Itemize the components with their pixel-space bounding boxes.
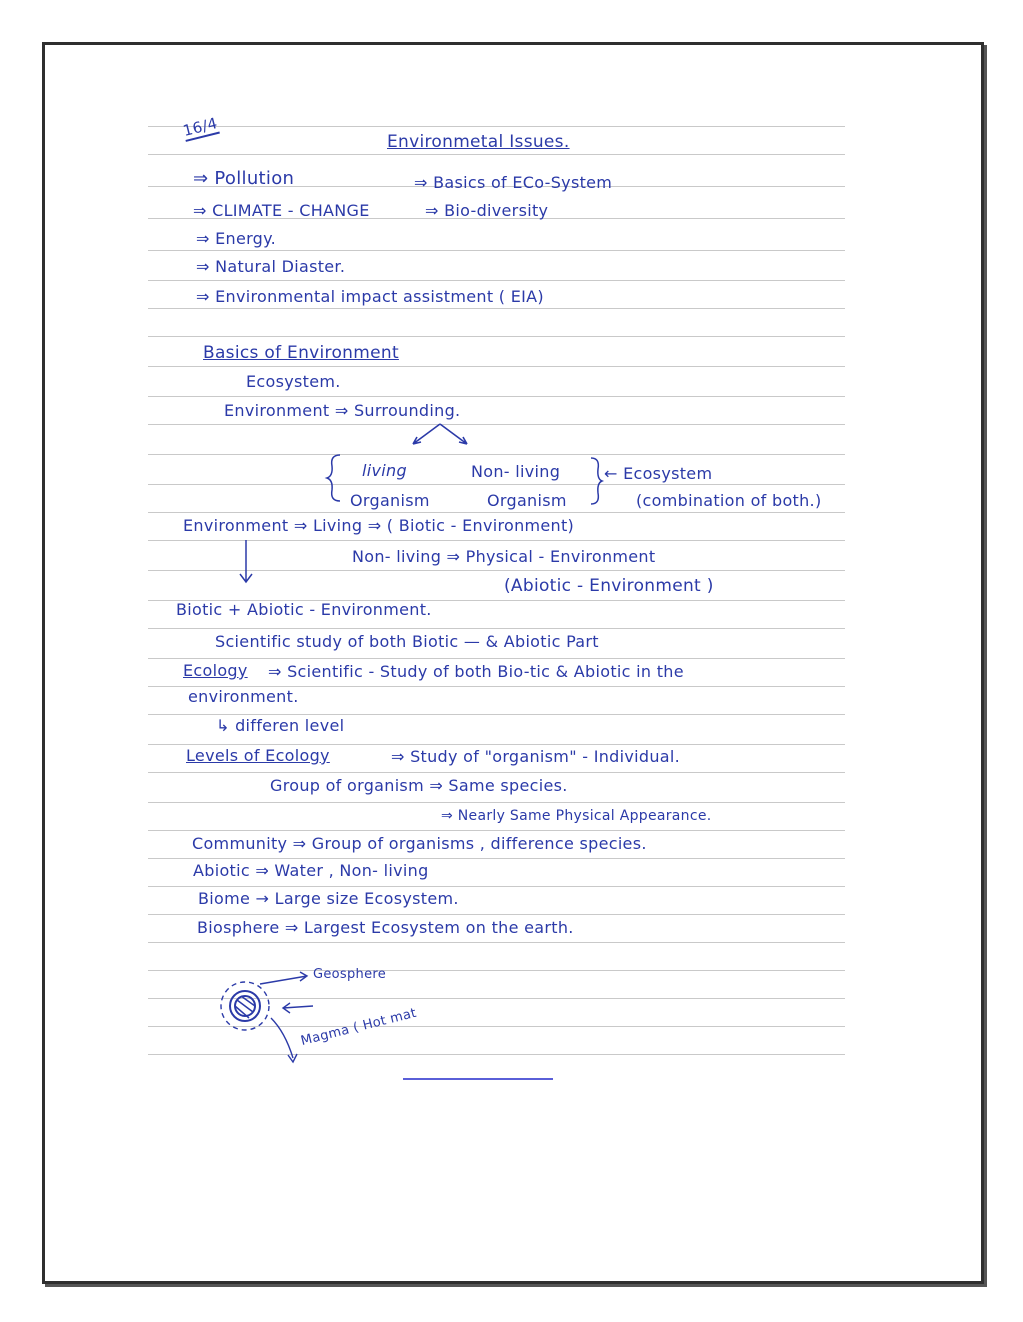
geosphere-label: Geosphere	[313, 967, 387, 982]
organism-living: Organism	[350, 491, 430, 510]
non-living-label: Non- living	[471, 462, 561, 481]
abiotic-environment: (Abiotic - Environment )	[504, 576, 714, 596]
topic-climate-change: ⇒ CLIMATE - CHANGE	[193, 201, 370, 220]
branch-arrows	[405, 420, 475, 450]
biotic-plus-abiotic: Biotic + Abiotic - Environment.	[176, 600, 432, 619]
earth-diagram	[215, 962, 325, 1072]
living-label: living	[362, 461, 407, 480]
page-title: Environmetal Issues.	[387, 132, 570, 152]
topic-natural-disaster: ⇒ Natural Diaster.	[196, 257, 346, 276]
environment-definition: Environment ⇒ Surrounding.	[224, 401, 461, 420]
scientific-study: Scientific study of both Biotic — & Abiotic Part	[215, 632, 599, 651]
brace-right	[588, 455, 604, 507]
combination-note: (combination of both.)	[636, 491, 822, 510]
section-heading: Basics of Environment	[203, 343, 399, 363]
group-of-organism: Group of organism ⇒ Same species.	[270, 776, 568, 795]
nearly-same-appearance: ⇒ Nearly Same Physical Appearance.	[441, 808, 712, 824]
biome-line: Biome → Large size Ecosystem.	[198, 889, 459, 908]
different-level: ↳ differen level	[216, 716, 345, 735]
ecosystem-note: Ecosystem.	[246, 372, 341, 391]
environment-continued: environment.	[188, 687, 299, 706]
topic-biodiversity: ⇒ Bio-diversity	[425, 201, 549, 220]
ecology-label: Ecology	[183, 661, 248, 680]
end-underline	[403, 1078, 553, 1080]
topic-basics-ecosystem: ⇒ Basics of ECo-System	[414, 173, 613, 192]
ecology-definition: ⇒ Scientific - Study of both Bio-tic & Abiotic in the	[268, 662, 684, 681]
community-line: Community ⇒ Group of organisms , difference species.	[192, 834, 647, 853]
abiotic-line: Abiotic ⇒ Water , Non- living	[193, 861, 429, 880]
ecosystem-pointer: ← Ecosystem	[604, 464, 713, 483]
environment-nonliving: Non- living ⇒ Physical - Environment	[352, 547, 656, 566]
magma-label: Magma ( Hot mat	[299, 1005, 419, 1049]
topic-pollution: ⇒ Pollution	[193, 168, 295, 189]
levels-of-ecology: Levels of Ecology	[186, 746, 330, 765]
brace-left	[324, 452, 344, 504]
organism-nonliving: Organism	[487, 491, 567, 510]
date-note: 16/4	[181, 114, 220, 140]
biosphere-line: Biosphere ⇒ Largest Ecosystem on the earth.	[197, 918, 574, 937]
environment-living: Environment ⇒ Living ⇒ ( Biotic - Environment)	[183, 516, 575, 535]
topic-energy: ⇒ Energy.	[196, 229, 277, 248]
topic-eia: ⇒ Environmental impact assistment ( EIA)	[196, 287, 544, 306]
down-arrow	[236, 538, 256, 586]
levels-definition: ⇒ Study of "organism" - Individual.	[391, 747, 681, 766]
